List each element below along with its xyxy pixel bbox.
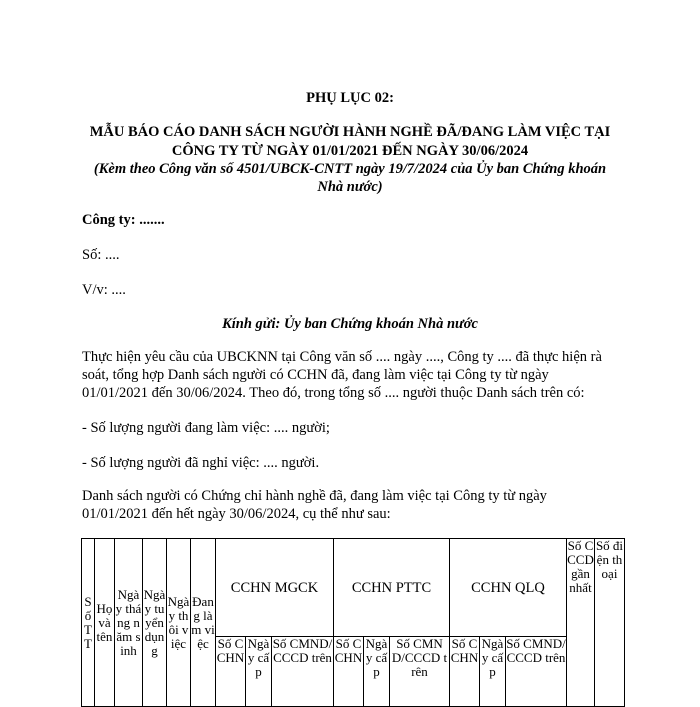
header-hire-date: Ngày tuyển dụng [143, 539, 167, 707]
subtitle-line-2: Nhà nước) [317, 179, 383, 195]
header-mgck-id: Số CMND/CCCD trên [272, 637, 334, 707]
header-qlq-id: Số CMND/CCCD trên [506, 637, 567, 707]
subtitle-line-1: (Kèm theo Công văn số 4501/UBCK-CNTT ngày 19/7/2024 của Ủy ban Chứng khoán [93, 161, 607, 177]
header-mgck-number: Số CCHN [216, 637, 246, 707]
header-qlq-date: Ngày cấp [480, 637, 506, 707]
paragraph-1-line-2: soát, tổng hợp Danh sách người có CCHN đã, đang làm việc tại Công ty từ ngày [82, 367, 549, 383]
appendix-title: PHỤ LỤC 02: [306, 90, 394, 106]
report-title-line-2: CÔNG TY TỪ NGÀY 01/01/2021 ĐẾN NGÀY 30/06/2024 [171, 143, 529, 159]
header-mgck-date: Ngày cấp [246, 637, 272, 707]
header-latest-id: Số CCCD gần nhất [567, 539, 595, 707]
paragraph-2-line-1: Danh sách người có Chứng chỉ hành nghề đã, đang làm việc tại Công ty từ ngày [82, 488, 547, 504]
practitioner-table [81, 538, 625, 707]
company-field: Công ty: ....... [82, 212, 165, 228]
document-number: Số: .... [82, 247, 120, 263]
header-phone: Số điện thoại [595, 539, 625, 707]
header-pttc-number: Số CCHN [334, 637, 364, 707]
header-group-mgck: CCHN MGCK [216, 539, 334, 637]
header-pttc-id: Số CMND/CCCD trên [390, 637, 450, 707]
header-qlq-number: Số CCHN [450, 637, 480, 707]
header-group-pttc: CCHN PTTC [334, 539, 450, 637]
header-date-of-birth: Ngày tháng năm sinh [115, 539, 143, 707]
report-title-line-1: MẪU BÁO CÁO DANH SÁCH NGƯỜI HÀNH NGHỀ ĐÃ/ĐANG LÀM VIỆC TẠI [89, 124, 611, 140]
document-subject: V/v: .... [82, 282, 126, 298]
header-stt: Số TT [82, 539, 95, 707]
recipient: Kính gửi: Ủy ban Chứng khoán Nhà nước [222, 316, 478, 332]
header-full-name: Họ và tên [95, 539, 115, 707]
header-group-qlq: CCHN QLQ [450, 539, 567, 637]
bullet-working: - Số lượng người đang làm việc: .... người; [82, 420, 330, 436]
bullet-resigned: - Số lượng người đã nghỉ việc: .... người. [82, 455, 320, 471]
paragraph-2-line-2: 01/01/2021 đến hết ngày 30/06/2024, cụ thể như sau: [82, 506, 391, 522]
header-pttc-date: Ngày cấp [364, 637, 390, 707]
header-leave-date: Ngày thôi việc [167, 539, 191, 707]
paragraph-1-line-3: 01/01/2021 đến 30/06/2024. Theo đó, trong tổng số .... người thuộc Danh sách trên có: [82, 385, 585, 401]
paragraph-1-line-1: Thực hiện yêu cầu của UBCKNN tại Công văn số .... ngày ...., Công ty .... đã thực hiện rà [82, 349, 602, 365]
header-working: Đang làm việc [191, 539, 216, 707]
